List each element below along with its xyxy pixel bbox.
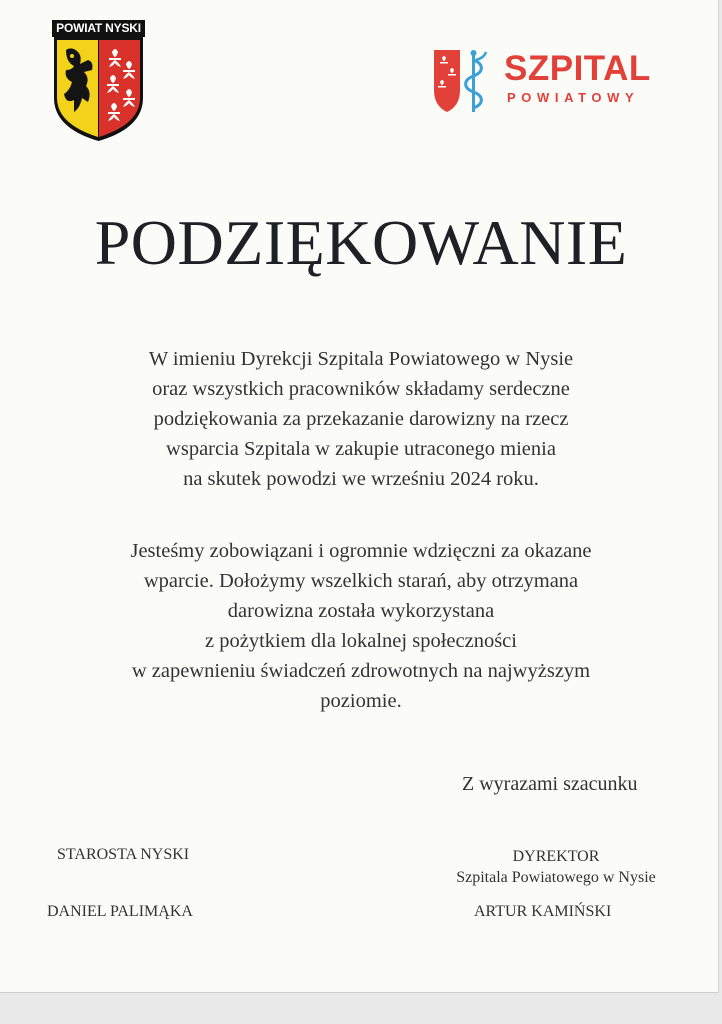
paragraph-line: poziomie. <box>320 690 402 712</box>
left-signatory-name: DANIEL PALIMĄKA <box>47 903 193 920</box>
hospital-subtitle: POWIATOWY <box>507 90 640 105</box>
paragraph-line: darowizna została wykorzystana <box>227 600 495 622</box>
paragraph-line: w zapewnieniu świadczeń zdrowotnych na najwyższym <box>131 660 591 682</box>
left-signatory-role: STAROSTA NYSKI <box>57 846 190 863</box>
right-signatory-block <box>440 846 672 888</box>
county-crest <box>52 20 145 142</box>
paragraph-line: oraz wszystkich pracowników składamy serdeczne <box>152 378 570 400</box>
paragraph-line: z pożytkiem dla lokalnej społeczności <box>205 630 517 652</box>
document-title: PODZIĘKOWANIE <box>94 207 628 278</box>
right-signatory-role: DYREKTOR <box>512 848 600 865</box>
county-crest-icon <box>52 20 145 142</box>
paragraph-line: Jesteśmy zobowiązani i ogromnie wdzięczni za okazane <box>130 540 592 562</box>
right-signatory-name: ARTUR KAMIŃSKI <box>474 903 612 920</box>
paragraph-line: podziękowania za przekazanie darowizny na rzecz <box>153 408 569 430</box>
hospital-logo <box>432 44 682 114</box>
paragraph-line: wsparcia Szpitala w zakupie utraconego mienia <box>166 438 556 460</box>
paragraph-line: W imieniu Dyrekcji Szpitala Powiatowego w Nysie <box>148 348 574 370</box>
county-crest-label: POWIAT NYSKI <box>56 21 141 35</box>
paragraph-line: wparcie. Dołożymy wszelkich starań, aby otrzymana <box>143 570 579 592</box>
hospital-name: SZPITAL <box>504 49 651 88</box>
paragraph-2 <box>0 536 722 716</box>
paragraph-line: na skutek powodzi we wrześniu 2024 roku. <box>183 468 539 490</box>
hospital-emblem-icon <box>432 46 498 116</box>
paragraph-1 <box>0 344 722 494</box>
closing-salutation: Z wyrazami szacunku <box>462 773 638 795</box>
right-signatory-organization: Szpitala Powiatowego w Nysie <box>456 869 656 886</box>
